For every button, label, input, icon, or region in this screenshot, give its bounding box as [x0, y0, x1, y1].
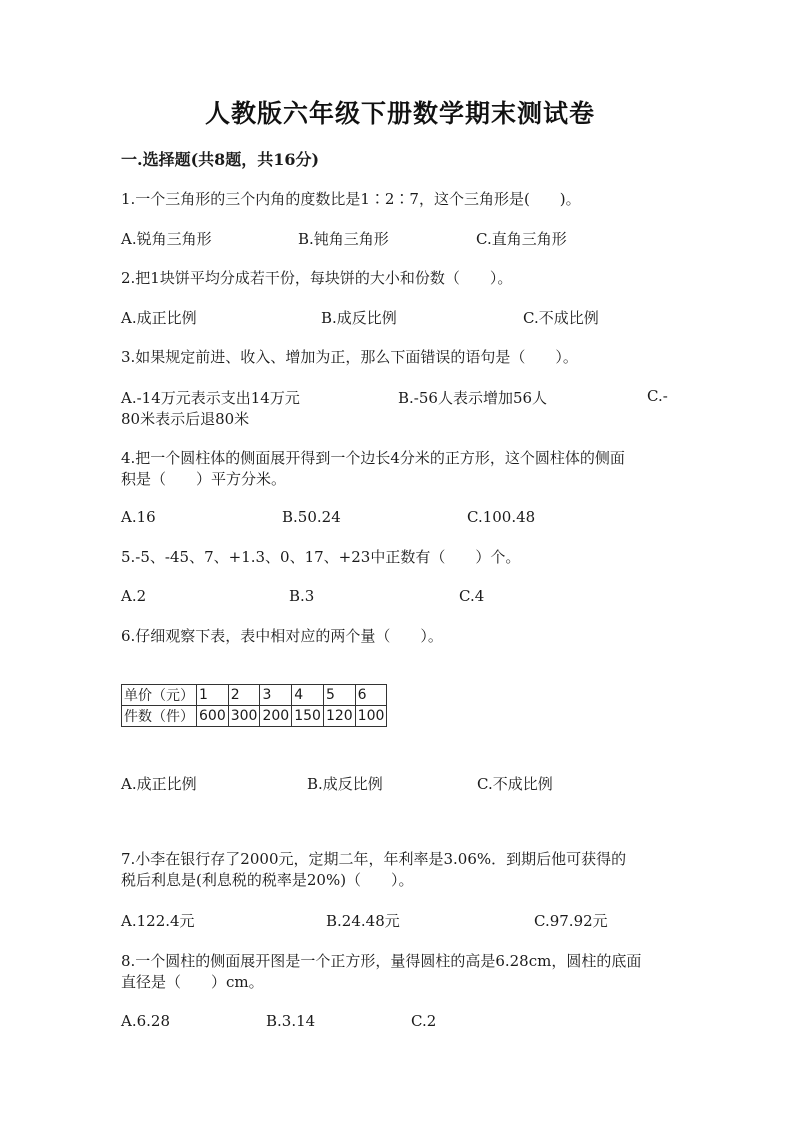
q1-option-b[interactable]: B.钝角三角形: [298, 230, 389, 248]
question-7-line-1: 7.小李在银行存了2000元，定期二年，年利率是3.06%．到期后他可获得的: [121, 850, 627, 868]
section-heading: 一.选择题(共8题，共16分): [121, 150, 320, 169]
q8-option-a[interactable]: A.6.28: [121, 1012, 170, 1030]
q7-option-c[interactable]: C.97.92元: [534, 912, 608, 930]
q6-option-a[interactable]: A.成正比例: [121, 775, 197, 793]
q8-option-c[interactable]: C.2: [411, 1012, 437, 1030]
price-quantity-table: [121, 684, 387, 727]
q5-option-a[interactable]: A.2: [121, 587, 147, 605]
q1-option-c[interactable]: C.直角三角形: [476, 230, 567, 248]
table-header-cell: 单价（元）: [122, 685, 197, 706]
table-cell: 100: [355, 706, 387, 727]
q5-option-c[interactable]: C.4: [459, 587, 485, 605]
table-cell: 1: [197, 685, 229, 706]
table-row: [122, 685, 387, 706]
table-cell: 600: [197, 706, 229, 727]
table-cell: 5: [323, 685, 355, 706]
q4-option-b[interactable]: B.50.24: [282, 508, 341, 526]
q1-option-a[interactable]: A.锐角三角形: [121, 230, 212, 248]
q7-option-a[interactable]: A.122.4元: [121, 912, 195, 930]
question-1: 1.一个三角形的三个内角的度数比是1∶2∶7，这个三角形是( )。: [121, 190, 581, 208]
table-row: [122, 706, 387, 727]
q7-option-b[interactable]: B.24.48元: [326, 912, 400, 930]
question-7-line-2: 税后利息是(利息税的税率是20%)（ ）。: [121, 871, 414, 889]
question-5: 5.-5、-45、7、+1.3、0、17、+23中正数有（ ）个。: [121, 548, 521, 566]
q5-option-b[interactable]: B.3: [289, 587, 315, 605]
q8-option-b[interactable]: B.3.14: [266, 1012, 316, 1030]
question-4-line-1: 4.把一个圆柱体的侧面展开得到一个边长4分米的正方形，这个圆柱体的侧面: [121, 449, 625, 467]
table-cell: 6: [355, 685, 387, 706]
q6-option-c[interactable]: C.不成比例: [477, 775, 553, 793]
q3-option-c[interactable]: C.-: [647, 387, 668, 405]
q4-option-c[interactable]: C.100.48: [467, 508, 536, 526]
q2-option-a[interactable]: A.成正比例: [121, 309, 197, 327]
question-2: 2.把1块饼平均分成若干份，每块饼的大小和份数（ ）。: [121, 269, 513, 287]
table-cell: 150: [292, 706, 324, 727]
table-cell: 120: [323, 706, 355, 727]
table-cell: 200: [260, 706, 292, 727]
question-8-line-1: 8.一个圆柱的侧面展开图是一个正方形，量得圆柱的高是6.28cm，圆柱的底面: [121, 952, 642, 970]
table-cell: 4: [292, 685, 324, 706]
q2-option-b[interactable]: B.成反比例: [321, 309, 397, 327]
q3-option-c-continued: 80米表示后退80米: [121, 410, 250, 428]
question-4-line-2: 积是（ ）平方分米。: [121, 470, 287, 488]
question-6: 6.仔细观察下表，表中相对应的两个量（ ）。: [121, 627, 443, 645]
table-cell: 2: [228, 685, 260, 706]
q4-option-a[interactable]: A.16: [121, 508, 156, 526]
q3-option-b[interactable]: B.-56人表示增加56人: [398, 389, 548, 407]
q2-option-c[interactable]: C.不成比例: [523, 309, 599, 327]
table-cell: 300: [228, 706, 260, 727]
question-3: 3.如果规定前进、收入、增加为正，那么下面错误的语句是（ ）。: [121, 348, 578, 366]
table-cell: 3: [260, 685, 292, 706]
table-header-cell: 件数（件）: [122, 706, 197, 727]
q6-option-b[interactable]: B.成反比例: [307, 775, 383, 793]
q3-option-a[interactable]: A.-14万元表示支出14万元: [121, 389, 300, 407]
question-8-line-2: 直径是（ ）cm。: [121, 973, 264, 991]
page-title: 人教版六年级下册数学期末测试卷: [204, 99, 595, 128]
